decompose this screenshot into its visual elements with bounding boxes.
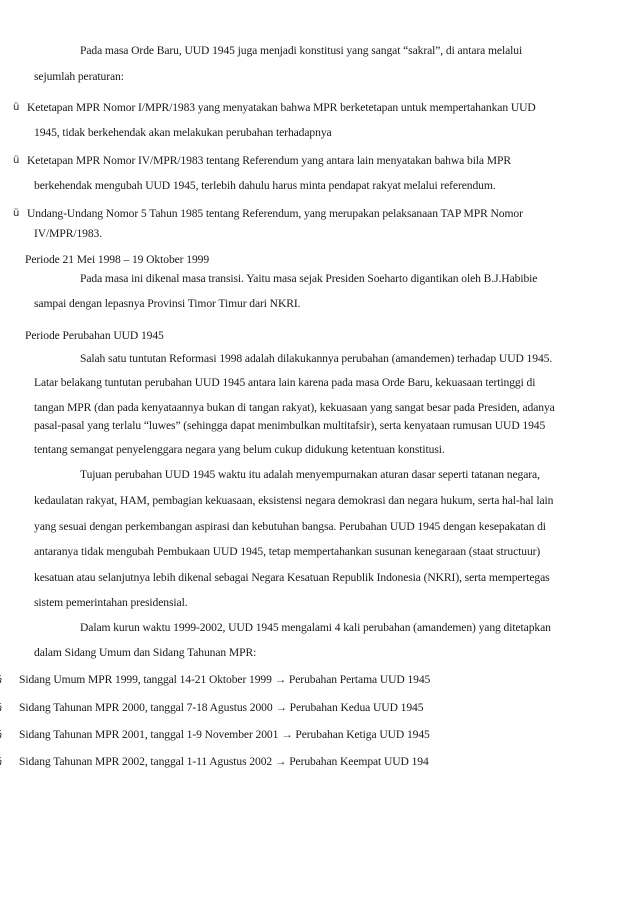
paragraph-line: Pada masa ini dikenal masa transisi. Yaitu masa sejak Presiden Soeharto digantikan oleh B.J.Habibie bbox=[80, 272, 538, 285]
list-item: Sidang Umum MPR 1999, tanggal 14-21 Oktober 1999 → Perubahan Pertama UUD 1945 bbox=[19, 673, 431, 686]
bullet-line: Undang-Undang Nomor 5 Tahun 1985 tentang Referendum, yang merupakan pelaksanaan TAP MPR Nomor bbox=[27, 207, 523, 220]
checkmark-bullet-icon: ü bbox=[13, 208, 20, 219]
bullet-line: Ketetapan MPR Nomor I/MPR/1983 yang menyatakan bahwa MPR berketetapan untuk mempertahankan UUD bbox=[27, 101, 536, 114]
checkmark-bullet-icon: ü bbox=[13, 155, 20, 166]
paragraph-line: dalam Sidang Umum dan Sidang Tahunan MPR: bbox=[34, 646, 257, 659]
paragraph-line: Pada masa Orde Baru, UUD 1945 juga menjadi konstitusi yang sangat “sakral”, di antara melalui bbox=[80, 44, 523, 57]
section-heading: Periode Perubahan UUD 1945 bbox=[25, 329, 164, 342]
paragraph-line: tentang semangat penyelenggara negara yang belum cukup didukung ketentuan konstitusi. bbox=[34, 443, 445, 456]
bullet-line: IV/MPR/1983. bbox=[34, 227, 103, 240]
paragraph-line: antaranya tidak mengubah Pembukaan UUD 1945, tetap mempertahankan susunan kenegaraan (staat structuur) bbox=[34, 545, 541, 558]
bullet-line: Ketetapan MPR Nomor IV/MPR/1983 tentang Referendum yang antara lain menyatakan bahwa bila MPR bbox=[27, 154, 511, 167]
paragraph-line: Dalam kurun waktu 1999-2002, UUD 1945 mengalami 4 kali perubahan (amandemen) yang ditetapkan bbox=[80, 621, 551, 634]
paragraph-line: sistem pemerintahan presidensial. bbox=[34, 596, 188, 609]
section-bullet-icon bbox=[0, 755, 2, 769]
paragraph-line: kesatuan atau selanjutnya lebih dikenal sebagai Negara Kesatuan Republik Indonesia (NKRI), serta mempertegas bbox=[34, 571, 550, 584]
paragraph-line: Tujuan perubahan UUD 1945 waktu itu adalah menyempurnakan aturan dasar seperti tatanan negara, bbox=[80, 468, 540, 481]
list-item: Sidang Tahunan MPR 2000, tanggal 7-18 Agustus 2000 → Perubahan Kedua UUD 1945 bbox=[19, 701, 424, 714]
paragraph-line: Latar belakang tuntutan perubahan UUD 1945 antara lain karena pada masa Orde Baru, kekuasaan tertinggi di bbox=[34, 376, 536, 389]
checkmark-bullet-icon: ü bbox=[13, 102, 20, 113]
bullet-line: 1945, tidak berkehendak akan melakukan perubahan terhadapnya bbox=[34, 126, 332, 139]
paragraph-line: kedaulatan rakyat, HAM, pembagian kekuasaan, eksistensi negara demokrasi dan negara hukum, serta hal-hal lain bbox=[34, 494, 554, 507]
paragraph-line: tangan MPR (dan pada kenyataannya bukan di tangan rakyat), kekuasaan yang sangat besar pada Presiden, adanya bbox=[34, 401, 555, 414]
section-bullet-icon bbox=[0, 673, 2, 687]
section-bullet-icon bbox=[0, 701, 2, 715]
section-bullet-icon bbox=[0, 728, 2, 742]
paragraph-line: sejumlah peraturan: bbox=[34, 70, 124, 83]
paragraph-line: yang sesuai dengan perkembangan aspirasi dan kebutuhan bangsa. Perubahan UUD 1945 dengan kesepakatan di bbox=[34, 520, 546, 533]
paragraph-line: pasal-pasal yang terlalu “luwes” (sehingga dapat menimbulkan multitafsir), serta kenyataan rumusan UUD 1945 bbox=[34, 419, 546, 432]
paragraph-line: Salah satu tuntutan Reformasi 1998 adalah dilakukannya perubahan (amandemen) terhadap UUD 1945. bbox=[80, 352, 553, 365]
section-heading: Periode 21 Mei 1998 – 19 Oktober 1999 bbox=[25, 253, 210, 266]
list-item: Sidang Tahunan MPR 2001, tanggal 1-9 November 2001 → Perubahan Ketiga UUD 1945 bbox=[19, 728, 430, 741]
list-item: Sidang Tahunan MPR 2002, tanggal 1-11 Agustus 2002 → Perubahan Keempat UUD 194 bbox=[19, 755, 429, 768]
bullet-line: berkehendak mengubah UUD 1945, terlebih dahulu harus minta pendapat rakyat melalui referendum. bbox=[34, 179, 496, 192]
paragraph-line: sampai dengan lepasnya Provinsi Timor Timur dari NKRI. bbox=[34, 297, 301, 310]
